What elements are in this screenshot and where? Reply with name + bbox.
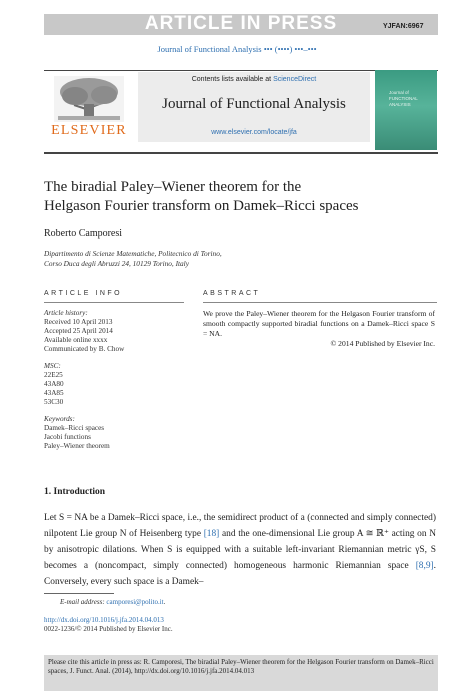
citation-link[interactable]: [8,9] bbox=[415, 561, 434, 571]
affiliation-line: Dipartimento di Scienze Matematiche, Politecnico di Torino, bbox=[44, 249, 222, 258]
doi-link[interactable]: http://dx.doi.org/10.1016/j.jfa.2014.04.013 bbox=[44, 616, 164, 624]
paper-title bbox=[44, 178, 444, 216]
keyword-item: Damek–Ricci spaces bbox=[44, 424, 105, 432]
journal-homepage-link[interactable]: www.elsevier.com/locate/jfa bbox=[211, 129, 297, 136]
title-line: The biradial Paley–Wiener theorem for the bbox=[44, 179, 302, 195]
keyword-item: Jacobi functions bbox=[44, 433, 91, 441]
intro-text: . Conversely, every such space is a Damek– bbox=[44, 561, 436, 587]
history-item: Received 10 April 2013 bbox=[44, 318, 113, 326]
title-line: Helgason Fourier transform on Damek–Ricci spaces bbox=[44, 198, 359, 214]
introduction-heading: 1. Introduction bbox=[44, 487, 106, 497]
msc-label: MSC: bbox=[44, 362, 61, 370]
citation-text: Please cite this article in press as: R. Camporesi, The biradial Paley–Wiener theorem for the Helgason Fourier transform on Damek–Ricci spaces, J. Funct. Anal. (2014), http://dx.doi.org/10.1016/j.jfa.2014.04.013 bbox=[48, 658, 434, 675]
keywords-label: Keywords: bbox=[44, 415, 75, 423]
banner-title: ARTICLE IN PRESS bbox=[144, 13, 338, 34]
author-affiliation bbox=[44, 249, 222, 269]
abstract-copyright: © 2014 Published by Elsevier Inc. bbox=[330, 339, 435, 348]
introduction-paragraph bbox=[44, 510, 436, 590]
cover-text bbox=[389, 90, 418, 108]
abstract-heading: ABSTRACT bbox=[203, 290, 261, 297]
abstract-text: We prove the Paley–Wiener theorem for the Helgason Fourier transform of smooth compactly supported biradial functions on a Damek–Ricci space S = NA. bbox=[203, 309, 435, 338]
footnote-email bbox=[60, 598, 165, 606]
msc-item: 22E25 bbox=[44, 371, 63, 379]
keywords bbox=[44, 415, 184, 451]
cover-line: FUNCTIONAL bbox=[389, 96, 418, 101]
journal-title: Journal of Functional Analysis bbox=[162, 96, 346, 112]
msc-codes bbox=[44, 362, 184, 407]
cover-line: Journal of bbox=[389, 90, 409, 95]
contents-line bbox=[138, 76, 370, 83]
journal-header-box bbox=[138, 72, 370, 142]
article-history bbox=[44, 309, 184, 354]
email-end: . bbox=[163, 598, 166, 606]
article-info-heading: ARTICLE INFO bbox=[44, 290, 123, 297]
article-id: YJFAN:6967 bbox=[383, 23, 424, 30]
article-info bbox=[44, 309, 184, 459]
history-label: Article history: bbox=[44, 309, 88, 317]
doi-block bbox=[44, 616, 173, 634]
msc-item: 53C30 bbox=[44, 398, 64, 406]
author-name: Roberto Camporesi bbox=[44, 228, 123, 239]
history-item: Available online xxxx bbox=[44, 336, 108, 344]
contents-prefix: Contents lists available at bbox=[191, 76, 274, 83]
issn-line: 0022-1236/© 2014 Published by Elsevier Inc. bbox=[44, 625, 173, 633]
header-rule-bottom bbox=[44, 152, 438, 154]
history-item: Communicated by B. Chow bbox=[44, 345, 125, 353]
msc-item: 43A85 bbox=[44, 389, 64, 397]
email-label: E-mail address: bbox=[60, 598, 105, 606]
article-in-press-banner bbox=[44, 14, 438, 35]
msc-item: 43A80 bbox=[44, 380, 64, 388]
article-info-rule bbox=[44, 302, 184, 303]
affiliation-line: Corso Duca degli Abruzzi 24, 10129 Torino, Italy bbox=[44, 259, 189, 268]
keyword-item: Paley–Wiener theorem bbox=[44, 442, 110, 450]
cover-line: ANALYSIS bbox=[389, 102, 411, 107]
footnote-rule bbox=[44, 593, 114, 594]
email-link[interactable]: camporesi@polito.it bbox=[106, 598, 164, 606]
journal-cover bbox=[375, 70, 437, 150]
history-item: Accepted 25 April 2014 bbox=[44, 327, 113, 335]
abstract-body bbox=[203, 309, 435, 349]
intro-text: and the one-dimensional Lie group A ≅ ℝ⁺ acting on N by anisotropic dilations. When S is equipped with a suitable left-invariant Riemannian metric γS, S becomes a (noncompact, simply connected) homogeneous harmonic Riemannian space bbox=[44, 529, 436, 571]
running-head: Journal of Functional Analysis ••• (••••) •••–••• bbox=[157, 44, 317, 54]
publisher-wordmark: ELSEVIER bbox=[51, 123, 127, 138]
abstract-rule bbox=[203, 302, 437, 303]
citation-box bbox=[44, 655, 438, 691]
citation-link[interactable]: [18] bbox=[203, 529, 220, 539]
intro-text: Let S = NA be a Damek–Ricci space, i.e., the semidirect product of a (connected and simply connected) nilpotent Lie group N of Heisenberg type bbox=[44, 513, 436, 539]
sciencedirect-link[interactable]: ScienceDirect bbox=[273, 76, 317, 83]
